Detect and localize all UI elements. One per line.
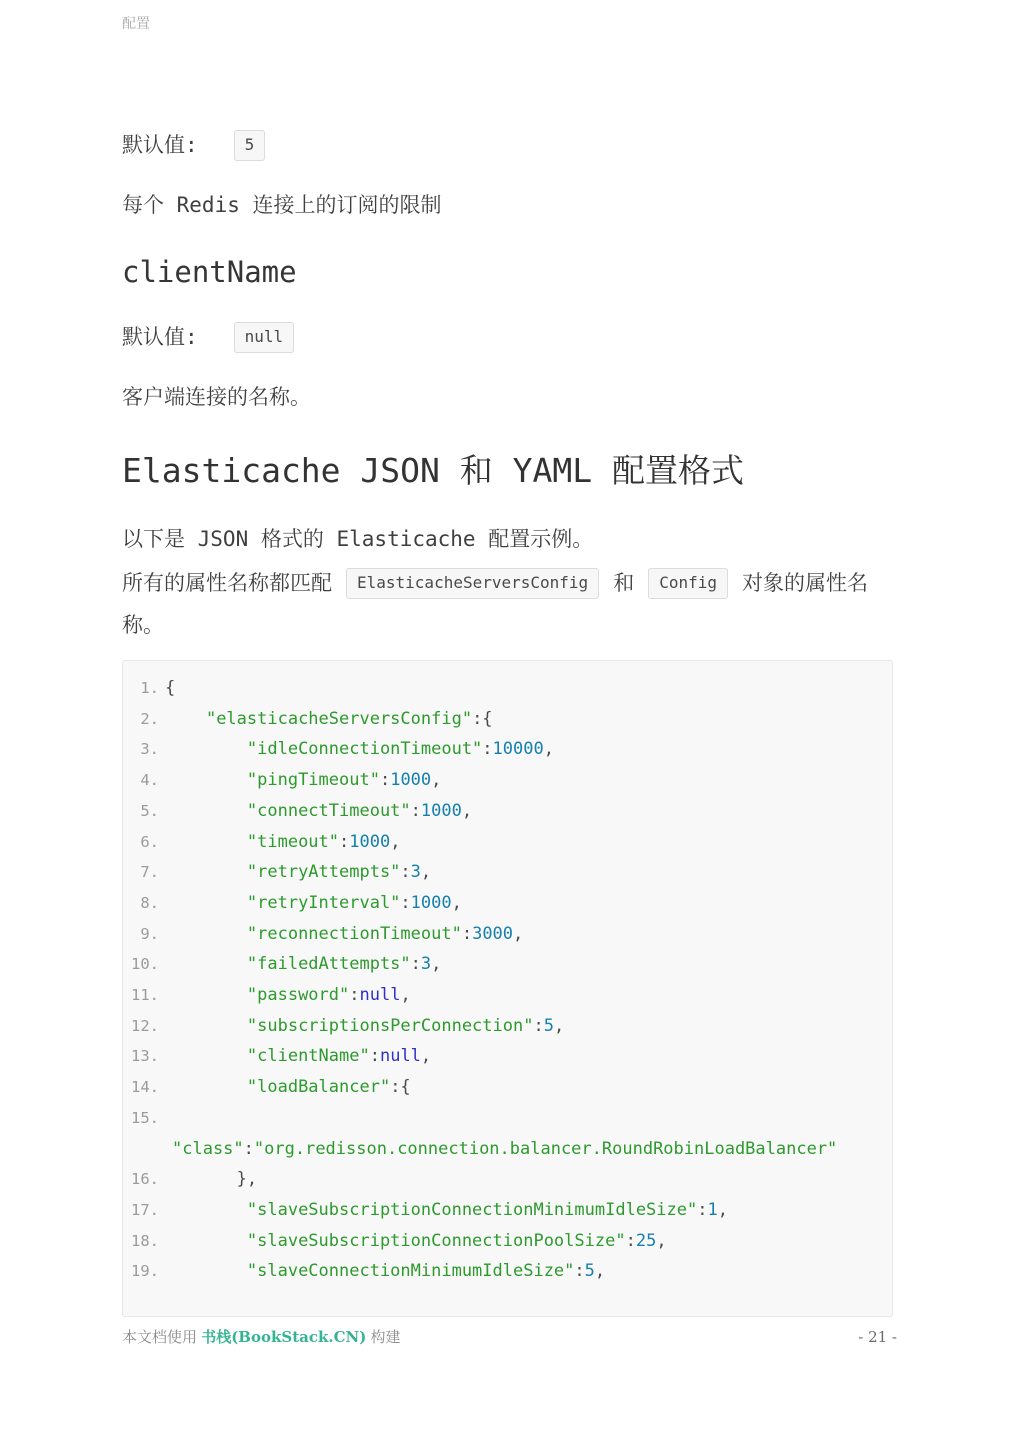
- code-line: [131, 673, 882, 704]
- code-line-text: "elasticacheServersConfig":{: [205, 708, 493, 729]
- code-line: [131, 1195, 882, 1226]
- line-number: 12.: [131, 1016, 159, 1035]
- code-line-text: "password":null,: [246, 985, 411, 1006]
- footer-build-note: [122, 1326, 401, 1347]
- code-line: [131, 827, 882, 858]
- default-value-line-subscriptions: [122, 128, 897, 162]
- elasticache-match-paragraph: [122, 562, 897, 646]
- page-number: - 21 -: [858, 1328, 897, 1346]
- line-number: 4.: [140, 771, 159, 790]
- line-number: 1.: [140, 679, 159, 697]
- code-line-text: "timeout":1000,: [246, 831, 401, 852]
- heading-elasticache-config: Elasticache JSON 和 YAML 配置格式: [122, 451, 744, 490]
- code-line: [131, 796, 882, 827]
- code-line: [131, 949, 882, 980]
- json-code-block: [122, 660, 893, 1317]
- line-number: 3.: [140, 740, 159, 759]
- code-line-text: "retryInterval":1000,: [246, 892, 462, 913]
- code-line-text: "loadBalancer":{: [246, 1077, 411, 1098]
- code-line-text: "pingTimeout":1000,: [246, 770, 442, 791]
- code-line-text: "retryAttempts":3,: [246, 862, 432, 883]
- code-line: [131, 857, 882, 888]
- page-header-label: 配置: [122, 16, 150, 32]
- footer-suffix: 构建: [370, 1329, 401, 1346]
- code-line: [131, 888, 882, 919]
- code-line: [131, 765, 882, 796]
- code-line-text: "connectTimeout":1000,: [246, 800, 473, 821]
- line-number: 19.: [131, 1262, 159, 1281]
- inline-code-elasticache-servers-config: ElasticacheServersConfig: [346, 568, 599, 599]
- match-suffix: 对象的属性名称。: [122, 571, 868, 637]
- line-number: 9.: [140, 924, 159, 943]
- heading-client-name: clientName: [122, 255, 297, 289]
- line-number: 6.: [140, 832, 159, 851]
- line-number: 16.: [131, 1170, 159, 1189]
- line-number: 15.: [131, 1108, 159, 1127]
- code-line-text: "idleConnectionTimeout":10000,: [246, 739, 554, 760]
- code-line: [131, 704, 882, 735]
- code-line-text: "reconnectionTimeout":3000,: [246, 923, 524, 944]
- line-number: 14.: [131, 1078, 159, 1097]
- match-prefix: 所有的属性名称都匹配: [122, 571, 332, 595]
- default-value-line-client-name: [122, 320, 897, 354]
- subscriptions-description: 每个 Redis 连接上的订阅的限制: [122, 193, 442, 217]
- code-line-text: },: [165, 1169, 258, 1190]
- line-number: 11.: [131, 986, 159, 1005]
- code-line-text: "slaveSubscriptionConnectionMinimumIdleSize":1,: [246, 1199, 728, 1220]
- page-footer: [122, 1326, 897, 1347]
- default-value-label: 默认值:: [122, 325, 198, 349]
- elasticache-intro: 以下是 JSON 格式的 Elasticache 配置示例。: [122, 527, 594, 551]
- code-line: [131, 1164, 882, 1195]
- line-number: 5.: [140, 801, 159, 820]
- code-line-text: "class":"org.redisson.connection.balancer.RoundRobinLoadBalancer": [172, 1138, 838, 1159]
- code-lines-container: [131, 673, 882, 1287]
- code-line-text: "subscriptionsPerConnection":5,: [246, 1015, 565, 1036]
- code-line-text: {: [165, 678, 176, 698]
- default-value-label: 默认值:: [122, 133, 198, 157]
- code-line: [131, 1226, 882, 1257]
- client-name-description: 客户端连接的名称。: [122, 385, 311, 409]
- line-number: 13.: [131, 1047, 159, 1066]
- code-line: [131, 1256, 882, 1287]
- code-line-text: "clientName":null,: [246, 1046, 432, 1067]
- inline-code-default-value: null: [234, 322, 295, 353]
- code-line: [131, 919, 882, 950]
- line-number: 8.: [140, 893, 159, 912]
- line-number: 17.: [131, 1200, 159, 1219]
- code-line-text: "failedAttempts":3,: [246, 954, 442, 975]
- line-number: 2.: [140, 709, 159, 728]
- inline-code-default-value: 5: [234, 130, 266, 161]
- match-conjunction: 和: [613, 571, 635, 595]
- code-line: [131, 734, 882, 765]
- code-line: [131, 1041, 882, 1072]
- code-line-text: "slaveSubscriptionConnectionPoolSize":25,: [246, 1230, 667, 1251]
- code-line-text: "slaveConnectionMinimumIdleSize":5,: [246, 1261, 606, 1282]
- code-line: [131, 980, 882, 1011]
- footer-prefix: 本文档使用: [122, 1329, 198, 1346]
- code-line: [131, 1103, 882, 1134]
- code-line-wrapped: [131, 1134, 882, 1165]
- line-number: 18.: [131, 1231, 159, 1250]
- line-number: 10.: [131, 955, 159, 974]
- line-number: 7.: [140, 863, 159, 882]
- code-line: [131, 1072, 882, 1103]
- footer-brand-link[interactable]: 书栈(BookStack.CN): [201, 1328, 367, 1346]
- code-line: [131, 1011, 882, 1042]
- inline-code-config: Config: [648, 568, 728, 599]
